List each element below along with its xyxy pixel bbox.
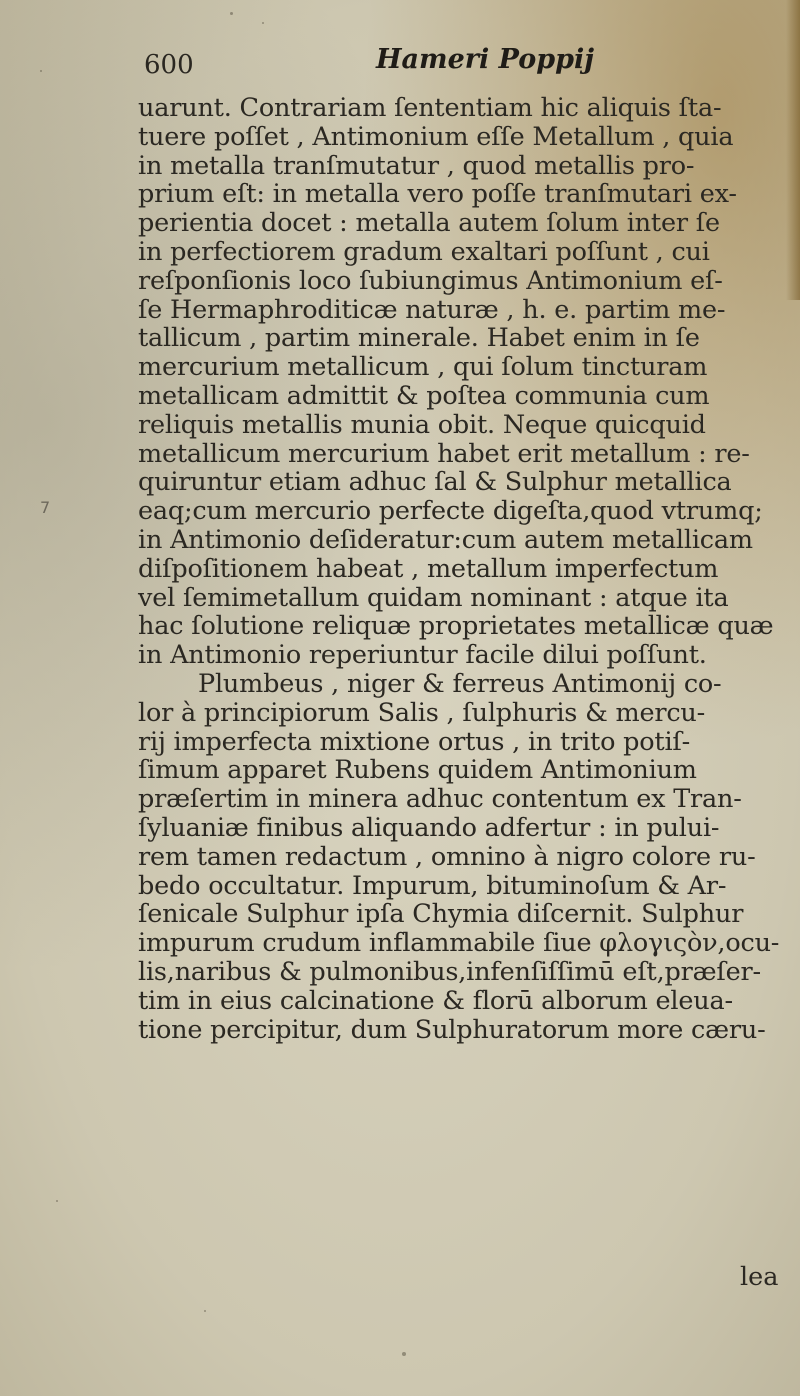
text-line: prium eſt: in metalla vero poſſe tranſmutari ex- [138, 179, 737, 210]
text-line: tim in eius calcinatione & florū alborum eleua- [138, 985, 733, 1016]
text-line: rem tamen redactum , omnino à nigro colore ru- [138, 841, 756, 872]
page-header [144, 44, 704, 84]
catchword: lea [740, 1262, 779, 1292]
text-line: impurum crudum inflammabile ſiue φλογιςὸν,ocu- [138, 928, 780, 959]
text-line: in metalla tranſmutatur , quod metallis pro- [138, 150, 695, 181]
text-line: ſenicale Sulphur ipſa Chymia diſcernit. Sulphur [138, 899, 744, 930]
text-line: lis,naribus & pulmonibus,infenſiſſimū eſt,præſer- [138, 956, 761, 987]
text-line: præſertim in minera adhuc contentum ex Tran- [138, 784, 742, 815]
text-line: in Antimonio reperiuntur facile dilui poſſunt. [138, 640, 707, 671]
text-line: mercurium metallicum , qui ſolum tincturam [138, 352, 708, 383]
text-line: reliquis metallis munia obit. Neque quicquid [138, 409, 706, 440]
text-line: ſe Hermaphroditicæ naturæ , h. e. partim me- [138, 294, 726, 325]
text-line: tallicum , partim minerale. Habet enim in ſe [138, 323, 700, 354]
text-line: tuere poſſet , Antimonium eſſe Metallum , quia [138, 121, 734, 152]
page-number: 600 [144, 50, 194, 80]
foxing-speck [262, 22, 264, 24]
foxing-speck [40, 70, 42, 72]
body-text [138, 94, 788, 1044]
foxing-speck [56, 1200, 58, 1202]
foxing-speck [230, 12, 233, 15]
text-line: ſimum apparet Rubens quidem Antimonium [138, 755, 697, 786]
text-line: in Antimonio deſideratur:cum autem metallicam [138, 524, 753, 555]
paragraph-start-line: Plumbeus , niger & ferreus Antimonij co- [198, 668, 722, 699]
margin-mark: 7 [40, 498, 51, 517]
text-line: quiruntur etiam adhuc ſal & Sulphur metallica [138, 467, 732, 498]
text-line: reſponſionis loco ſubiungimus Antimonium eſ- [138, 265, 723, 296]
text-line: tione percipitur, dum Sulphuratorum more cæru- [138, 1014, 766, 1045]
text-line: uarunt. Contrariam ſententiam hic aliquis ſta- [138, 93, 722, 123]
text-line: diſpoſitionem habeat , metallum imperfectum [138, 553, 719, 584]
foxing-speck [204, 1310, 206, 1312]
text-line: vel ſemimetallum quidam nominant : atque ita [138, 582, 729, 613]
text-line: ſyluaniæ finibus aliquando adfertur : in pului- [138, 812, 720, 843]
text-line: lor à principiorum Salis , ſulphuris & mercu- [138, 697, 706, 728]
page-edge-stain [786, 0, 800, 300]
text-line: eaq;cum mercurio perfecte digeſta,quod vtrumq; [138, 496, 763, 527]
text-line: in perfectiorem gradum exaltari poſſunt , cui [138, 236, 710, 267]
text-line: bedo occultatur. Impurum, bituminoſum & Ar- [138, 870, 727, 901]
text-line: metallicum mercurium habet erit metallum : re- [138, 438, 750, 469]
running-head: Hameri Poppij [376, 44, 595, 75]
text-line: hac ſolutione reliquæ proprietates metallicæ quæ [138, 611, 774, 642]
text-line: perientia docet : metalla autem ſolum inter ſe [138, 208, 720, 239]
text-line: rij imperfecta mixtione ortus , in trito potiſ- [138, 726, 691, 757]
text-line: metallicam admittit & poſtea communia cum [138, 380, 710, 411]
foxing-speck [402, 1352, 406, 1356]
